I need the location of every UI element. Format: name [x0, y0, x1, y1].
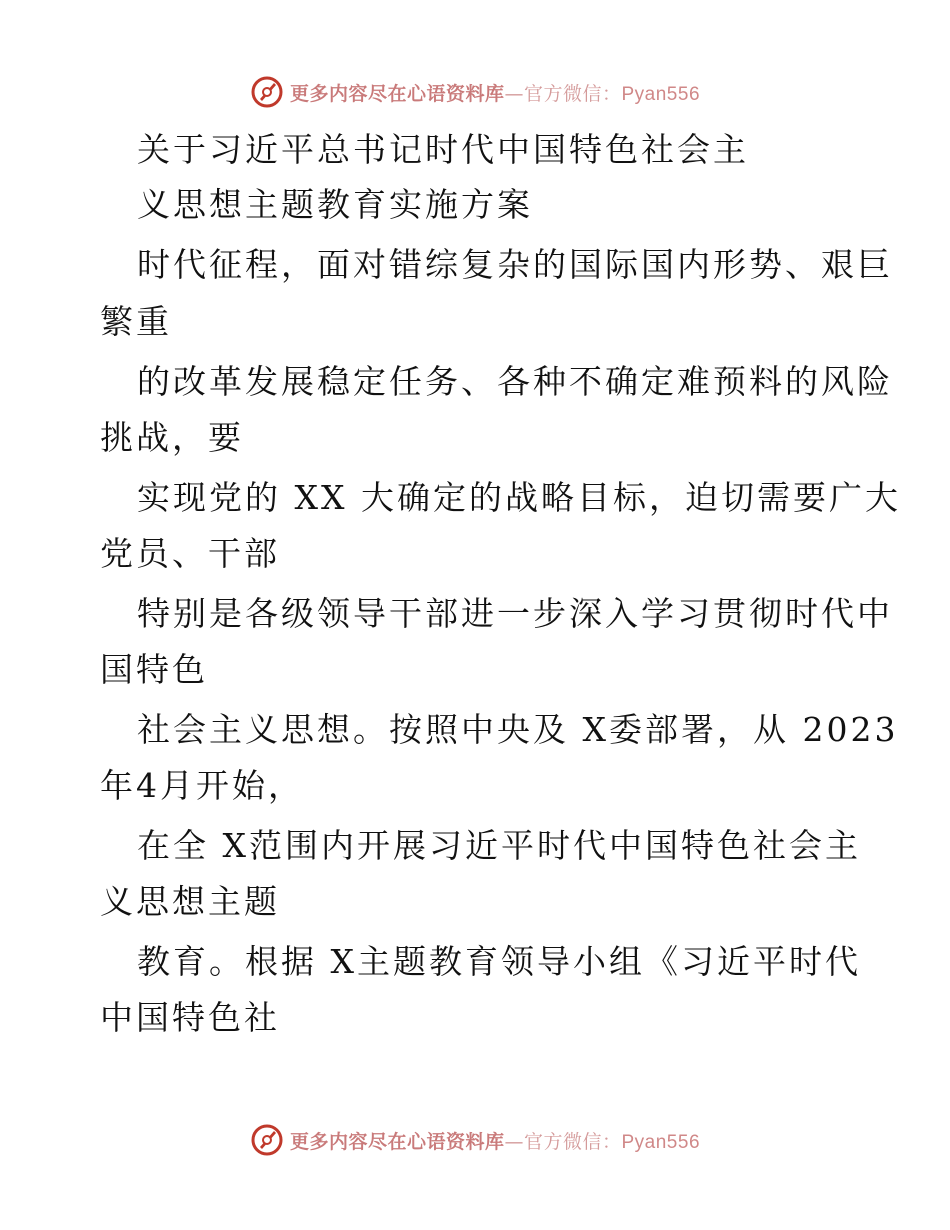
paragraph-line: 挑战，要: [100, 418, 244, 457]
paragraph-line: 国特色: [100, 650, 208, 689]
watermark-footer: [0, 1120, 950, 1160]
paragraph-line: 实现党的 XX 大确定的战略目标，迫切需要广大: [137, 478, 901, 517]
title-line-1: 关于习近平总书记时代中国特色社会主: [137, 130, 749, 169]
paragraph-line: 党员、干部: [100, 534, 280, 573]
watermark-wechat-id: Pyan556: [621, 83, 701, 105]
title-line-2: 义思想主题教育实施方案: [137, 185, 533, 224]
paragraph-line: 繁重: [100, 302, 172, 341]
quill-seal-icon: [250, 1123, 284, 1157]
watermark-main-text: 更多内容尽在心语资料库: [289, 82, 505, 105]
paragraph-line: 在全 X范围内开展习近平时代中国特色社会主: [137, 826, 861, 865]
watermark-text: [290, 79, 700, 106]
paragraph-line: 社会主义思想。按照中央及 X委部署，从 2023: [137, 710, 899, 749]
paragraph-line: 义思想主题: [100, 882, 280, 921]
watermark-wechat-id: Pyan556: [621, 1131, 701, 1153]
watermark-main-text: 更多内容尽在心语资料库: [289, 1130, 505, 1153]
paragraph-line: 时代征程，面对错综复杂的国际国内形势、艰巨: [137, 245, 893, 284]
watermark-separator: —官方微信：: [504, 82, 622, 105]
paragraph-line: 特别是各级领导干部进一步深入学习贯彻时代中: [137, 594, 893, 633]
paragraph-line: 年4月开始，: [100, 766, 304, 805]
paragraph-line: 的改革发展稳定任务、各种不确定难预料的风险: [137, 362, 893, 401]
watermark-text: [290, 1127, 700, 1154]
paragraph-line: 教育。根据 X主题教育领导小组《习近平时代: [137, 942, 861, 981]
quill-seal-icon: [250, 75, 284, 109]
watermark-separator: —官方微信：: [504, 1130, 622, 1153]
watermark-header: [0, 72, 950, 112]
paragraph-line: 中国特色社: [100, 998, 280, 1037]
